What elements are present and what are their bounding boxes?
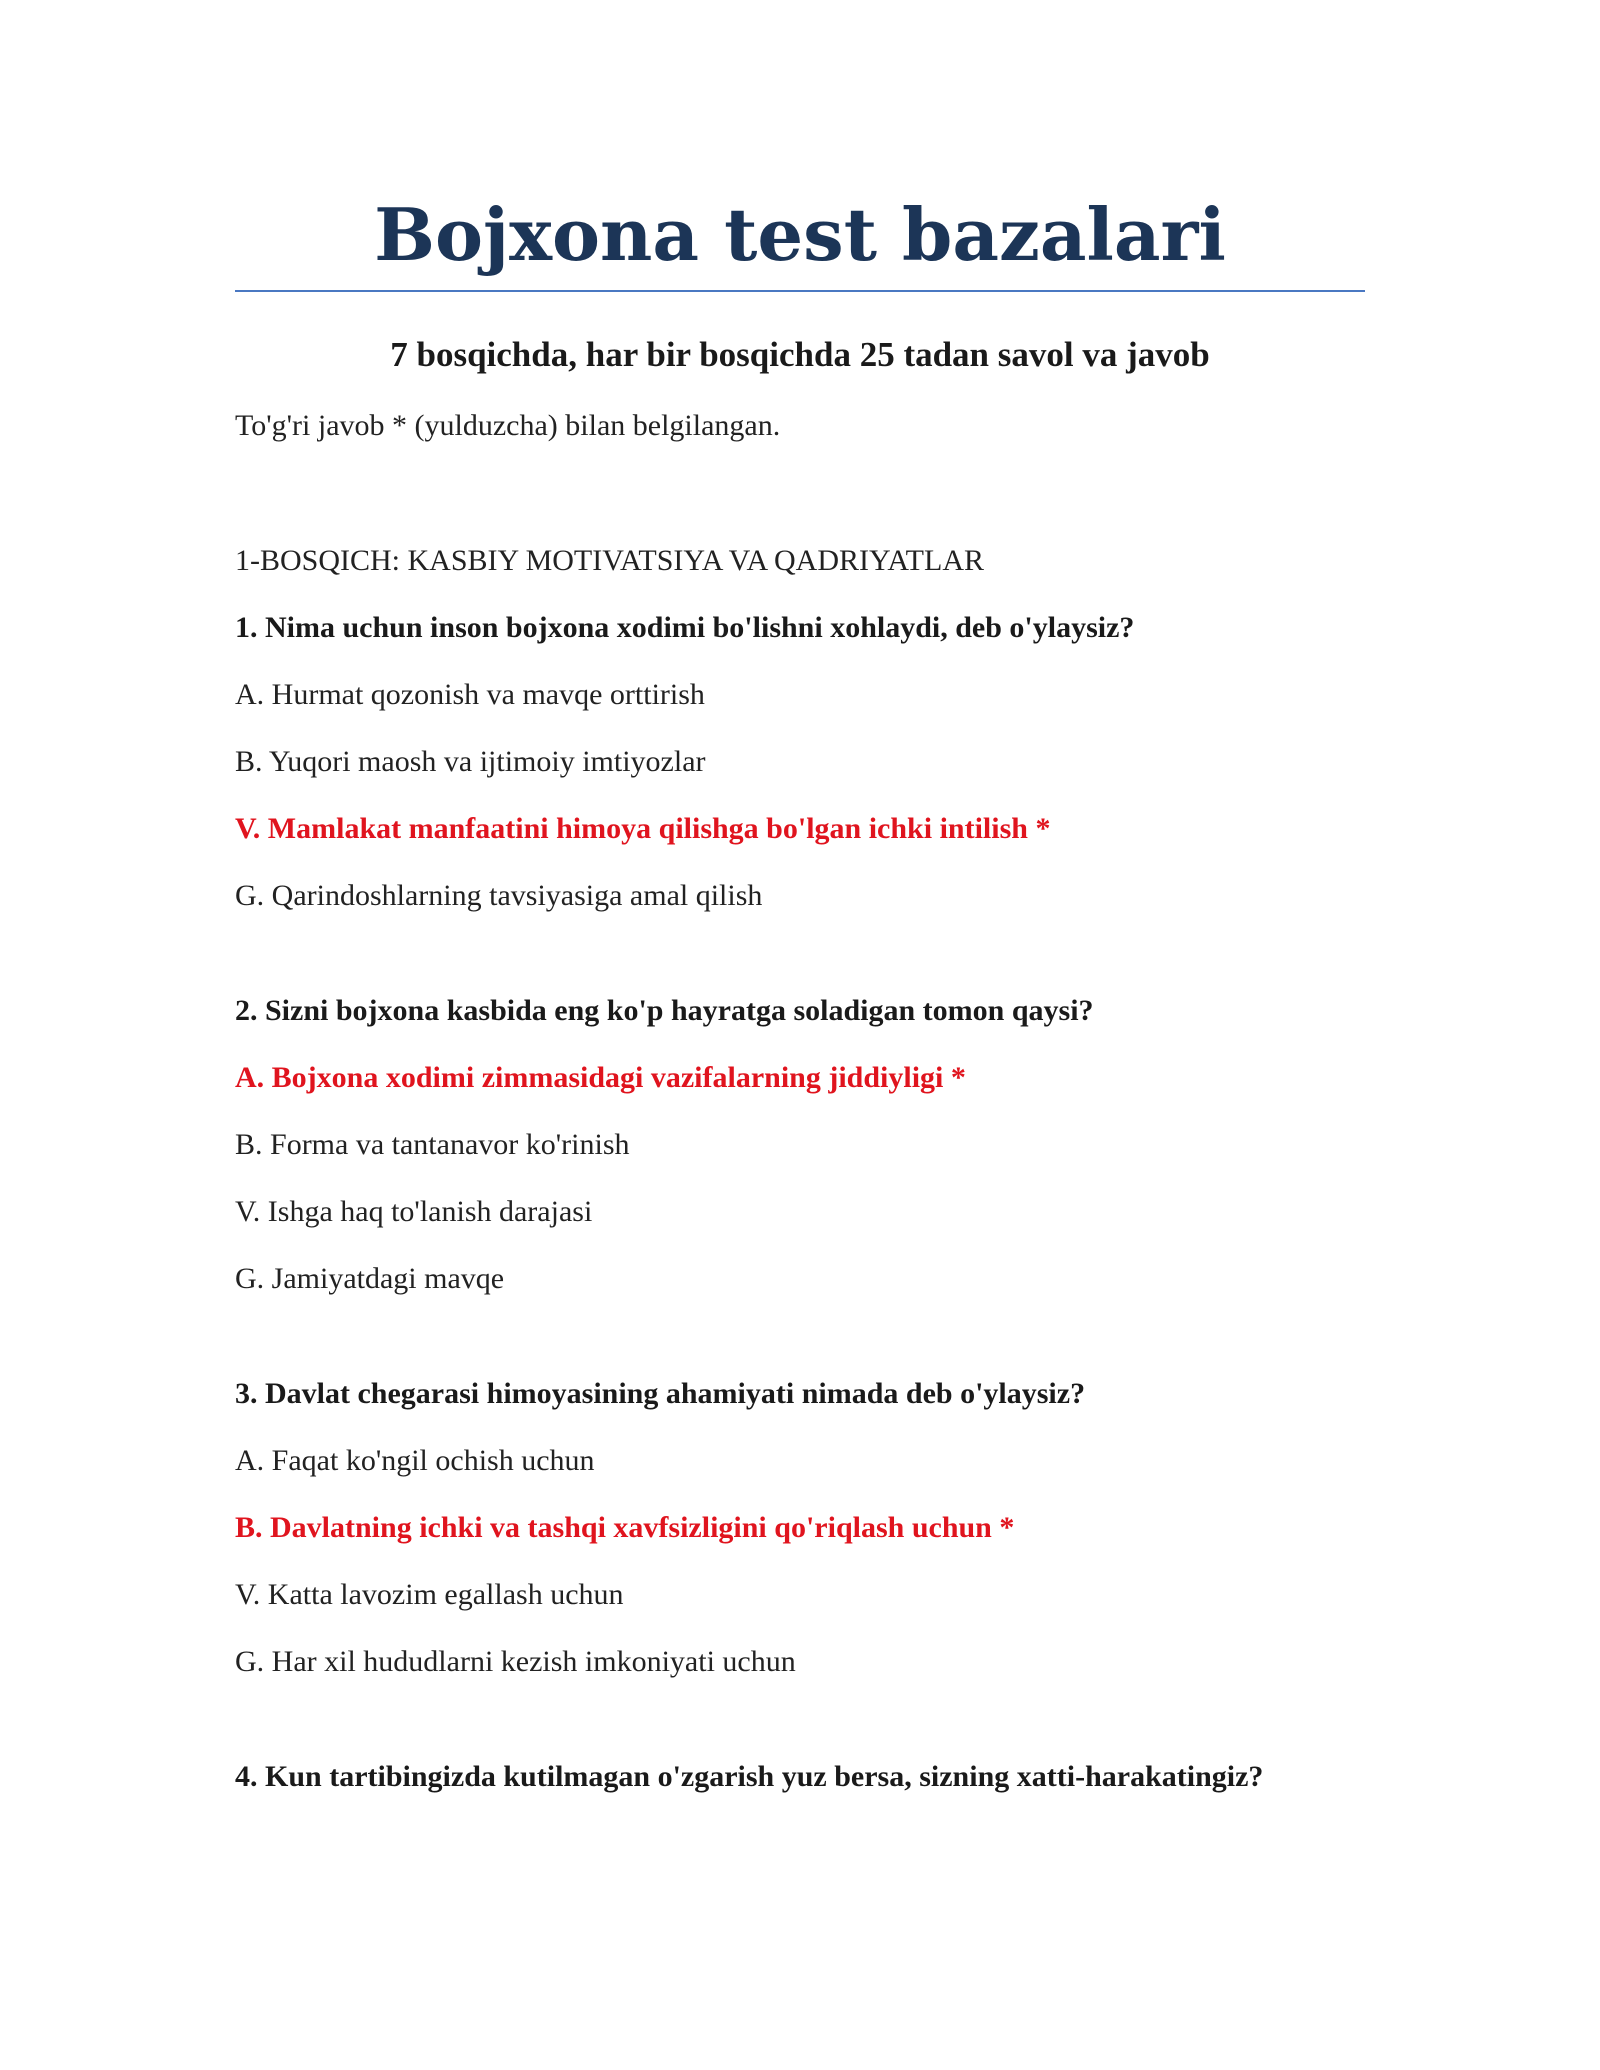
question-list <box>235 604 1365 1868</box>
document-title: Bojxona test bazalari <box>374 192 1226 277</box>
question-text: 2. Sizni bojxona kasbida eng ko'p hayratga soladigan tomon qaysi? <box>235 994 1094 1027</box>
option-a: A. Faqat ko'ngil ochish uchun <box>235 1444 595 1477</box>
option-g: G. Har xil hududlarni kezish imkoniyati uchun <box>235 1645 796 1678</box>
section-heading: 1-BOSQICH: KASBIY MOTIVATSIYA VA QADRIYATLAR <box>235 544 984 577</box>
option-g: G. Qarindoshlarning tavsiyasiga amal qilish <box>235 879 763 912</box>
title-divider <box>235 290 1365 292</box>
option-v: V. Katta lavozim egallash uchun <box>235 1578 624 1611</box>
question-3 <box>235 1370 1365 1686</box>
option-b: B. Yuqori maosh va ijtimoiy imtiyozlar <box>235 745 706 778</box>
question-text: 1. Nima uchun inson bojxona xodimi bo'lishni xohlaydi, deb o'ylaysiz? <box>235 611 1135 644</box>
question-4 <box>235 1753 1365 1801</box>
question-text: 4. Kun tartibingizda kutilmagan o'zgarish yuz bersa, sizning xatti-harakatingiz? <box>235 1760 1264 1793</box>
question-text: 3. Davlat chegarasi himoyasining ahamiyati nimada deb o'ylaysiz? <box>235 1377 1086 1410</box>
option-v: V. Mamlakat manfaatini himoya qilishga bo'lgan ichki intilish * <box>235 812 1051 845</box>
option-a: A. Bojxona xodimi zimmasidagi vazifalarning jiddiyligi * <box>235 1061 966 1094</box>
option-a: A. Hurmat qozonish va mavqe orttirish <box>235 678 705 711</box>
option-b: B. Forma va tantanavor ko'rinish <box>235 1128 630 1161</box>
option-b: B. Davlatning ichki va tashqi xavfsizligini qo'riqlash uchun * <box>235 1511 1015 1544</box>
question-2 <box>235 987 1365 1303</box>
document-subtitle: 7 bosqichda, har bir bosqichda 25 tadan savol va javob <box>390 335 1210 374</box>
legend-note: To'g'ri javob * (yulduzcha) bilan belgilangan. <box>235 409 781 442</box>
option-g: G. Jamiyatdagi mavqe <box>235 1262 505 1295</box>
option-v: V. Ishga haq to'lanish darajasi <box>235 1195 593 1228</box>
question-1 <box>235 604 1365 920</box>
